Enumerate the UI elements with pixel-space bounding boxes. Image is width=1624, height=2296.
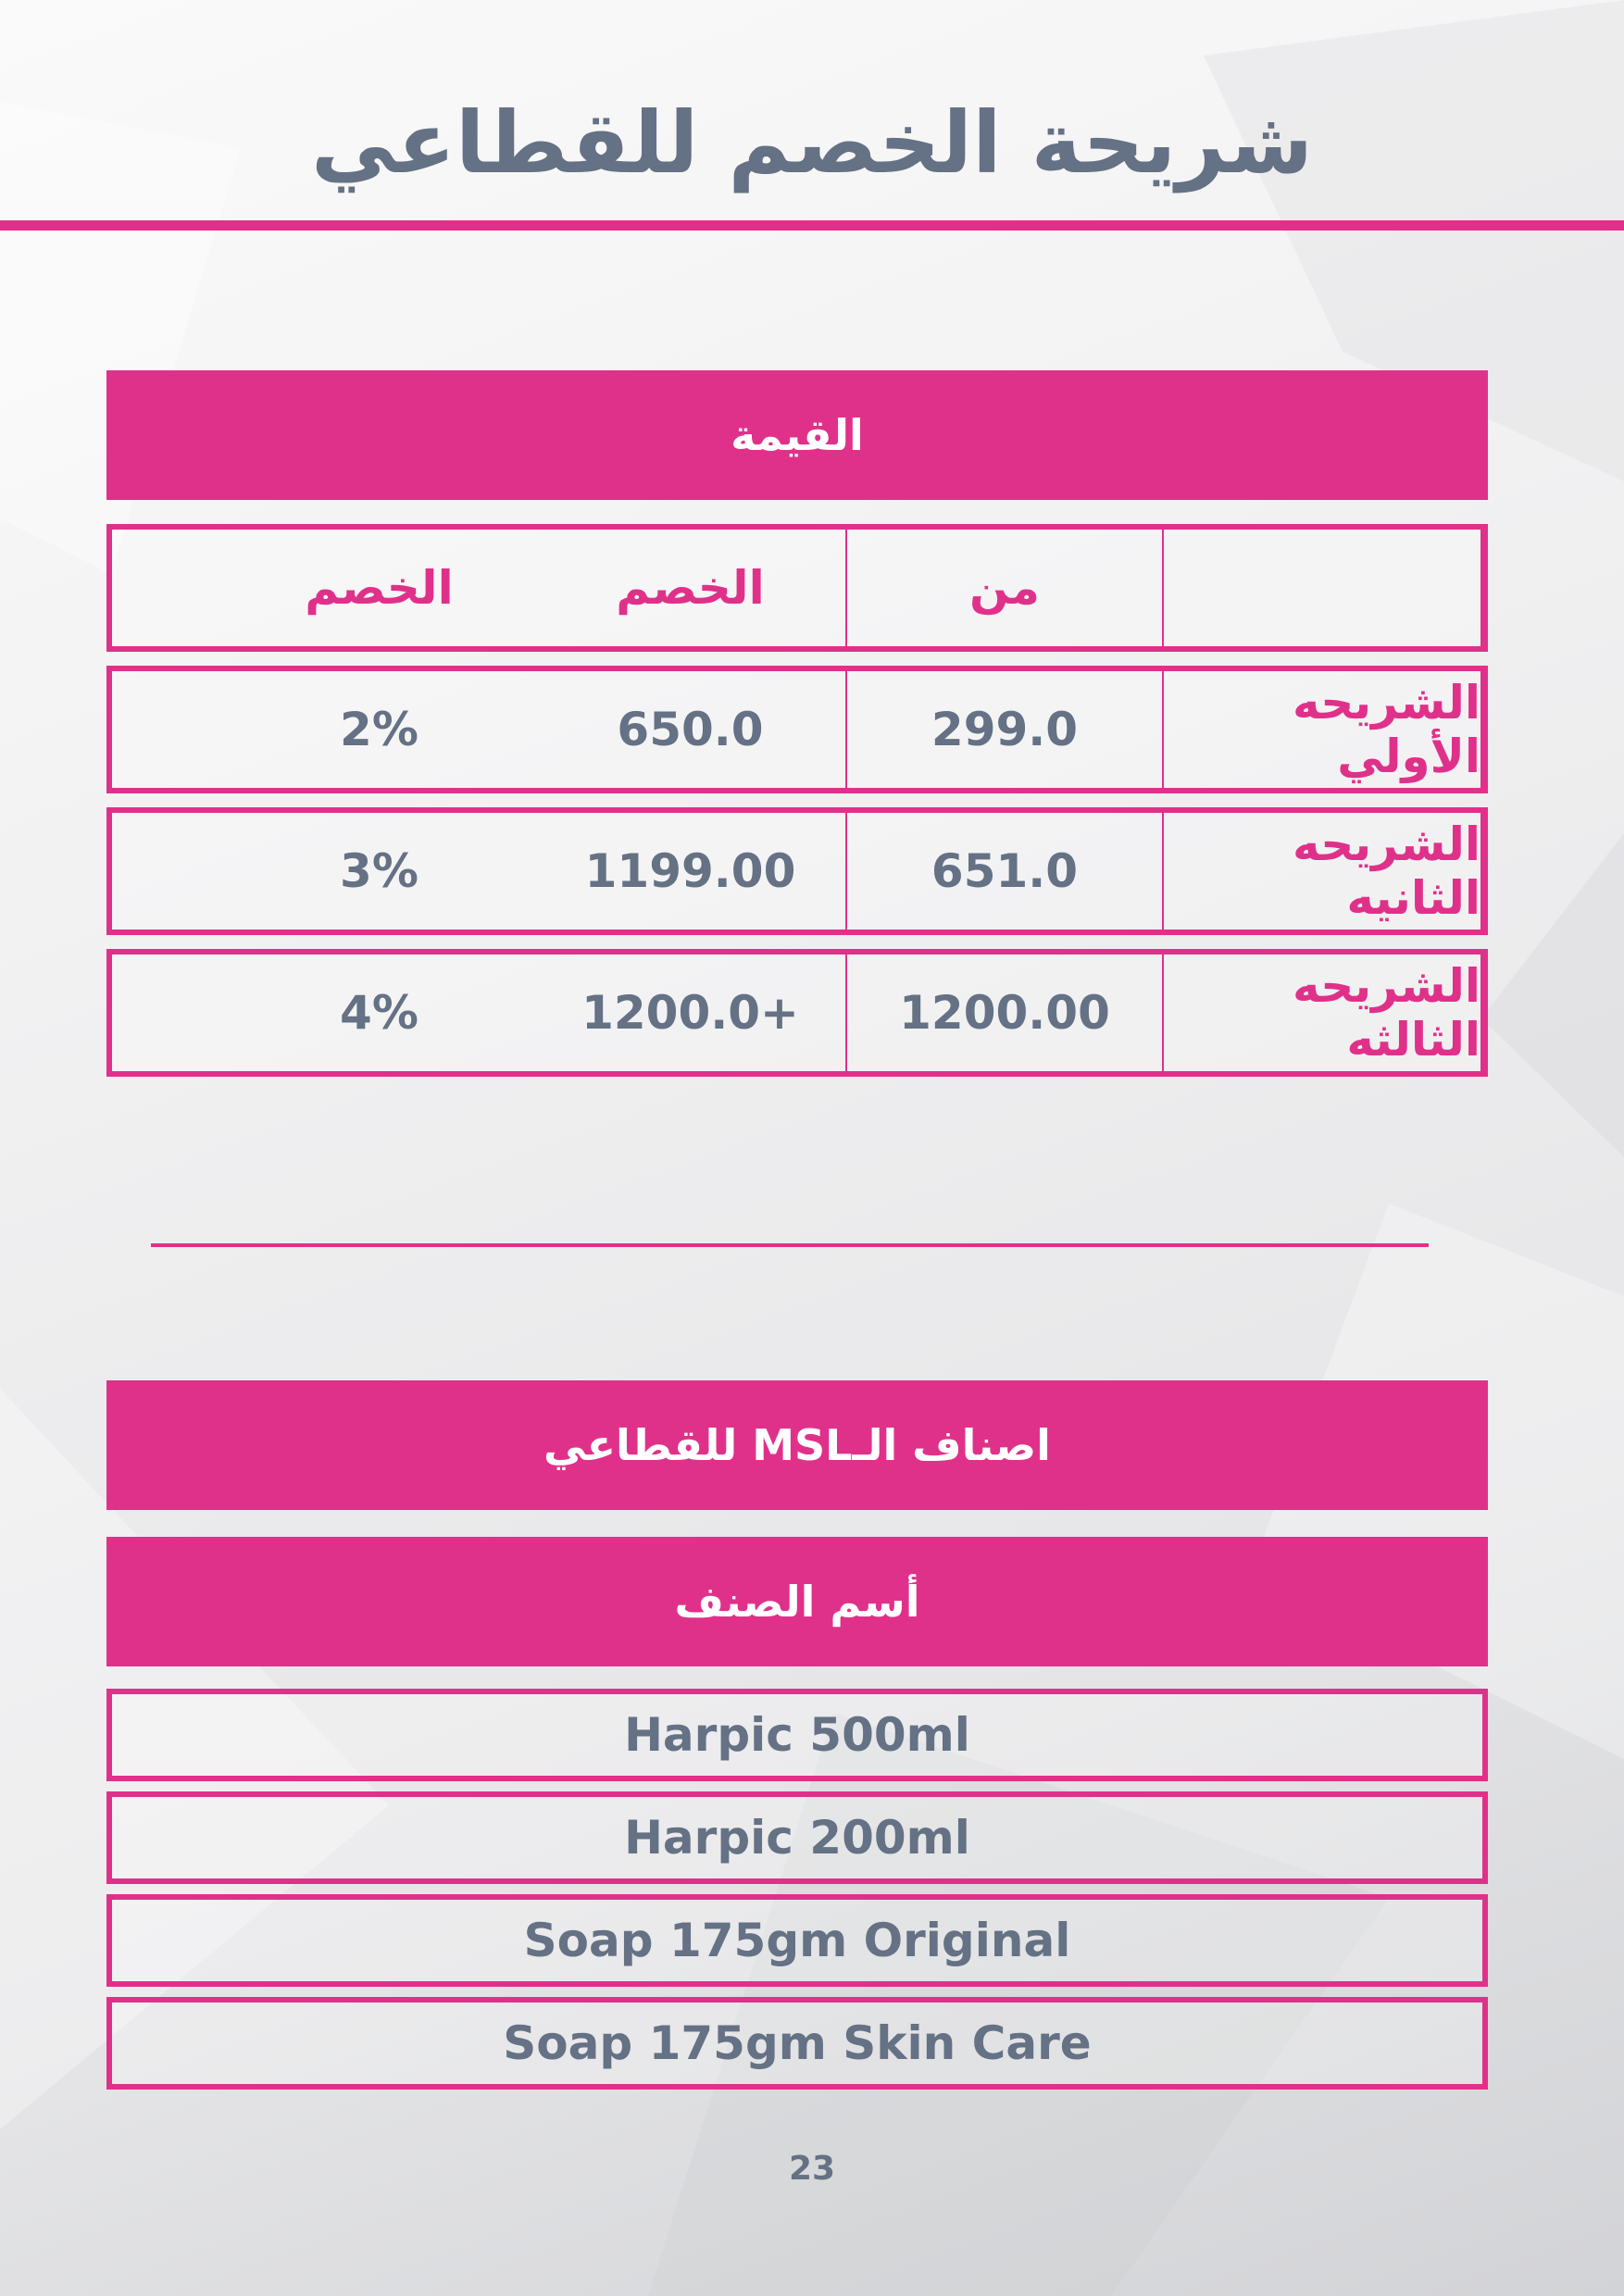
header-from: من xyxy=(847,530,1164,646)
header-discount: الخصم xyxy=(305,561,454,615)
tier-discount: 4% xyxy=(340,986,418,1040)
page-title: شريحة الخصم للقطاعي xyxy=(311,94,1313,193)
title-rule xyxy=(0,220,1624,231)
page-number: 23 xyxy=(788,2150,836,2188)
tier-discount: 3% xyxy=(340,844,418,898)
msl-banner: اصناف الـMSL للقطاعي xyxy=(106,1380,1488,1510)
tier-from: 299.0 xyxy=(847,671,1164,788)
table-row xyxy=(106,666,1488,793)
tier-name: الشريحه الثانيه xyxy=(1164,813,1482,930)
tier-from: 651.0 xyxy=(847,813,1164,930)
header-tier xyxy=(1164,530,1482,646)
section-divider xyxy=(151,1243,1429,1247)
list-item: Soap 175gm Skin Care xyxy=(106,1997,1488,2090)
tier-to: 650.0 xyxy=(535,671,847,788)
tier-to: 1200.0+ xyxy=(535,955,847,1071)
tier-discount: 2% xyxy=(340,703,418,756)
item-name-header: أسم الصنف xyxy=(106,1537,1488,1666)
table-row xyxy=(106,949,1488,1077)
list-item: Soap 175gm Original xyxy=(106,1894,1488,1987)
tier-name: الشريحه الأولي xyxy=(1164,671,1482,788)
tier-from: 1200.00 xyxy=(847,955,1164,1071)
header-discount-to: الخصم xyxy=(535,530,847,646)
tiers-header-row xyxy=(106,524,1488,652)
list-item: Harpic 500ml xyxy=(106,1689,1488,1781)
list-item: Harpic 200ml xyxy=(106,1791,1488,1884)
tier-to: 1199.00 xyxy=(535,813,847,930)
table-row xyxy=(106,807,1488,935)
tier-name: الشريحه الثالثه xyxy=(1164,955,1482,1071)
value-banner: القيمة xyxy=(106,370,1488,500)
